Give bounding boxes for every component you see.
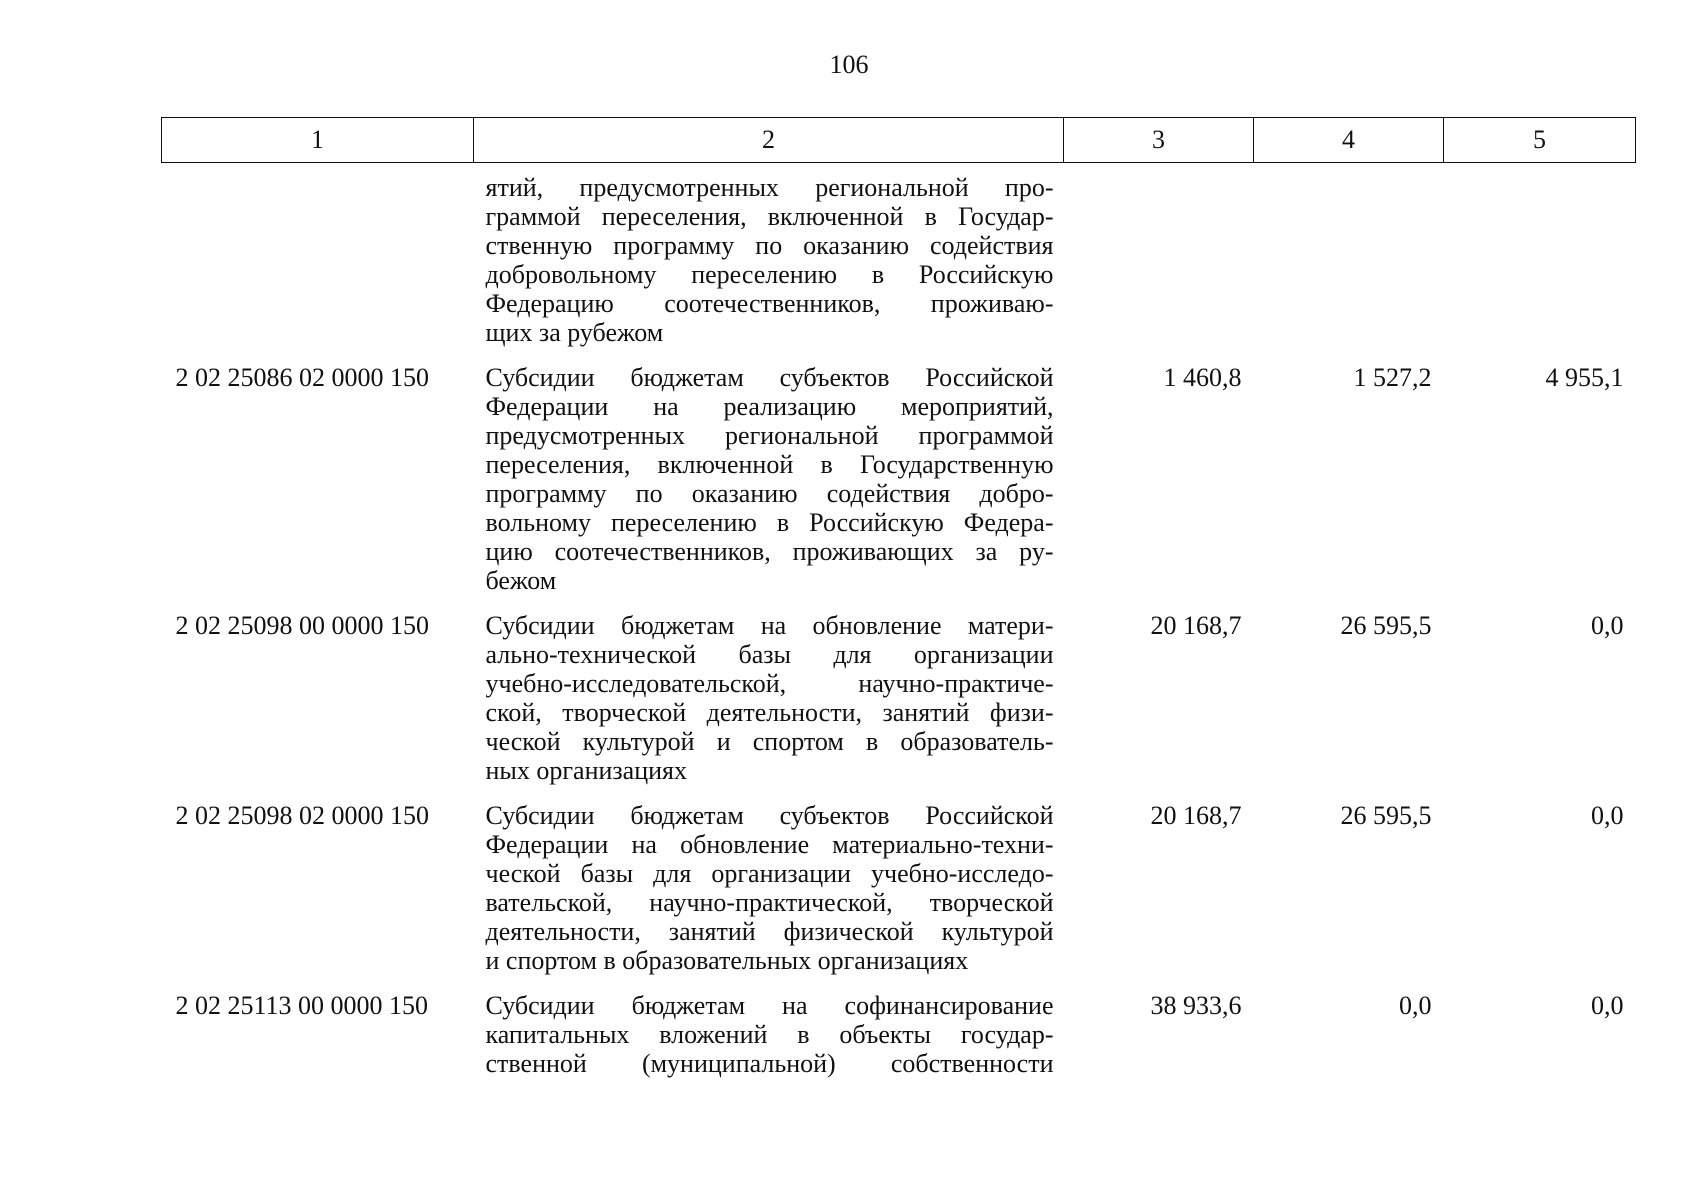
row-name-line: Субсидии бюджетам субъектов Российской (485, 363, 1054, 392)
row-code: 2 02 25098 00 0000 150 (175, 611, 429, 640)
row-value-col4: 26 595,5 (1340, 801, 1432, 830)
row-name-line: добровольному переселению в Российскую (485, 260, 1054, 289)
row-value-col3: 20 168,7 (1150, 611, 1242, 640)
row-name-line: ных организациях (485, 756, 688, 785)
row-name (474, 363, 1064, 611)
row-name-line: щих за рубежом (485, 318, 664, 347)
budget-table (161, 117, 1636, 1094)
row-code: 2 02 25098 02 0000 150 (175, 801, 429, 830)
column-header-2: 2 (474, 118, 1064, 163)
row-name (474, 611, 1064, 801)
row-name-line: Субсидии бюджетам субъектов Российской (485, 801, 1054, 830)
row-value-col5: 0,0 (1591, 801, 1624, 830)
row-name (474, 801, 1064, 991)
row-name-line: ственную программу по оказанию содействия (485, 231, 1054, 260)
row-name-line: вательской, научно-практической, творческой (485, 888, 1054, 917)
row-value-col4: 26 595,5 (1340, 611, 1432, 640)
column-header-4: 4 (1254, 118, 1444, 163)
row-name-line: Субсидии бюджетам на софинансирование (485, 991, 1054, 1020)
row-name-line: ской, творческой деятельности, занятий физи- (485, 698, 1054, 727)
row-value-col5: 0,0 (1591, 611, 1624, 640)
row-value-col4: 1 527,2 (1353, 363, 1432, 392)
row-name-line: капитальных вложений в объекты государ- (485, 1020, 1054, 1049)
row-name-line: цию соотечественников, проживающих за ру- (485, 537, 1054, 566)
table-row (162, 611, 1636, 801)
row-name-line: предусмотренных региональной программой (485, 421, 1054, 450)
row-code: 2 02 25086 02 0000 150 (175, 363, 429, 392)
row-value-col5: 4 955,1 (1545, 363, 1624, 392)
column-header-1: 1 (162, 118, 474, 163)
row-name-line: ческой культурой и спортом в образователь- (485, 727, 1054, 756)
page-number: 106 (829, 50, 869, 79)
row-value-col3: 1 460,8 (1163, 363, 1242, 392)
row-name-line: и спортом в образовательных организациях (485, 946, 969, 975)
row-value-col4: 0,0 (1399, 991, 1432, 1020)
header-row (162, 118, 1636, 163)
column-header-5: 5 (1444, 118, 1636, 163)
row-code (162, 163, 474, 364)
row-name-line: ственной (муниципальной) собственности (485, 1049, 1054, 1078)
row-name-line: деятельности, занятий физической культурой (485, 917, 1054, 946)
column-header-3: 3 (1064, 118, 1254, 163)
row-name-line: Федерацию соотечественников, проживаю- (485, 289, 1054, 318)
row-name-line: программу по оказанию содействия добро- (485, 479, 1054, 508)
row-name-line: ятий, предусмотренных региональной про- (485, 173, 1054, 202)
table-row-continuation (162, 163, 1636, 364)
row-value-col5: 0,0 (1591, 991, 1624, 1020)
row-code: 2 02 25113 00 0000 150 (175, 991, 429, 1020)
row-name-line: ческой базы для организации учебно-исследо- (485, 859, 1054, 888)
row-name-line: учебно-исследовательской, научно-практиче- (485, 669, 1054, 698)
row-value-col5 (1444, 163, 1636, 364)
row-name (474, 991, 1064, 1094)
row-name-line: переселения, включенной в Государственную (485, 450, 1054, 479)
row-value-col3: 38 933,6 (1150, 991, 1242, 1020)
row-name-line: Федерации на обновление материально-техни- (485, 830, 1054, 859)
row-value-col3 (1064, 163, 1254, 364)
row-name-line: граммой переселения, включенной в Государ- (485, 202, 1054, 231)
row-name-line: ально-технической базы для организации (485, 640, 1054, 669)
table-row (162, 801, 1636, 991)
table-row (162, 991, 1636, 1094)
row-name-line: Субсидии бюджетам на обновление матери- (485, 611, 1054, 640)
table-row (162, 363, 1636, 611)
row-value-col4 (1254, 163, 1444, 364)
row-value-col3: 20 168,7 (1150, 801, 1242, 830)
row-name-line: бежом (485, 566, 557, 595)
row-name-line: вольному переселению в Российскую Федера- (485, 508, 1054, 537)
row-name-line: Федерации на реализацию мероприятий, (485, 392, 1054, 421)
table-header (162, 118, 1636, 163)
row-name (474, 163, 1064, 364)
table-body (162, 163, 1636, 1095)
